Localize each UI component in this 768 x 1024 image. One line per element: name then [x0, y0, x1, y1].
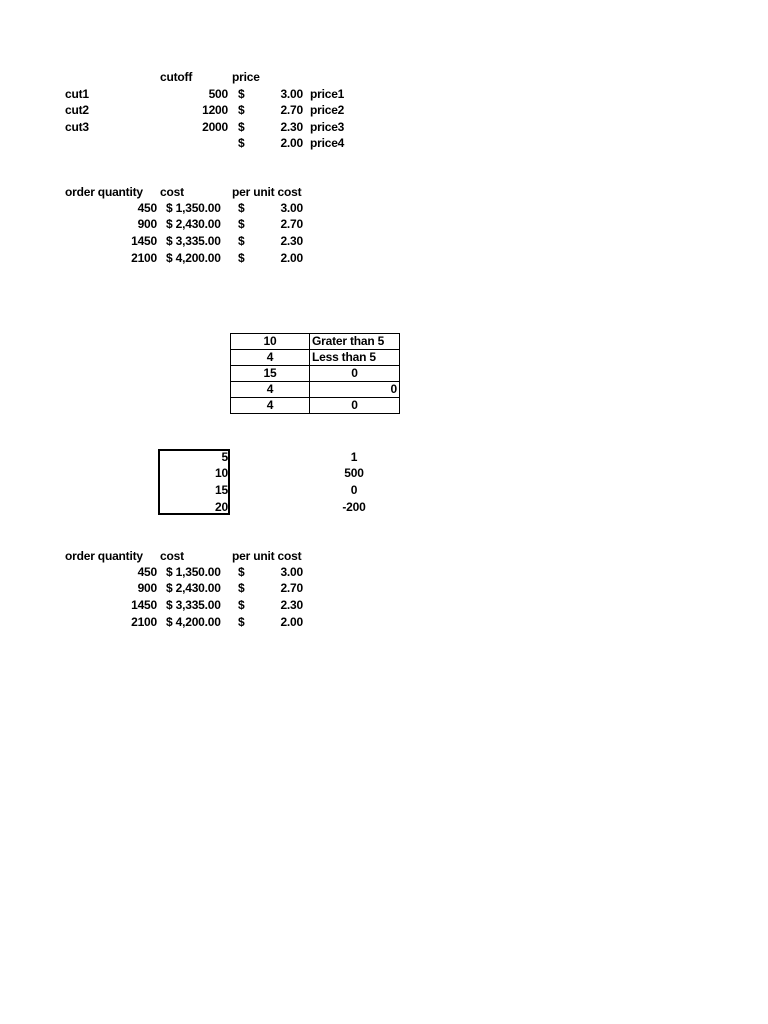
- unit-cost: 2.00: [280, 615, 303, 629]
- order-cost: $ 4,200.00: [166, 615, 221, 629]
- cutoff-header: cutoff: [160, 70, 193, 84]
- unit-cost: 2.30: [280, 598, 303, 612]
- box-value: 10: [215, 466, 228, 480]
- cost-header: cost: [160, 185, 184, 199]
- side-value: -200: [342, 500, 366, 514]
- order-quantity: 1450: [131, 234, 157, 248]
- order-quantity: 1450: [131, 598, 157, 612]
- order-quantity: 900: [137, 581, 157, 595]
- box-value: 20: [215, 500, 228, 514]
- cut-label: cut2: [65, 103, 89, 117]
- order-quantity-header: order quantity: [65, 185, 143, 199]
- side-value: 500: [344, 466, 364, 480]
- table-row: [231, 382, 400, 398]
- order-cost: $ 2,430.00: [166, 581, 221, 595]
- currency-sign: $: [238, 201, 245, 215]
- unit-cost: 3.00: [280, 201, 303, 215]
- price-name: price2: [310, 103, 345, 117]
- order-quantity: 450: [137, 201, 157, 215]
- currency-sign: $: [238, 565, 245, 579]
- order-quantity: 900: [137, 217, 157, 231]
- currency-sign: $: [238, 598, 245, 612]
- currency-sign: $: [238, 581, 245, 595]
- price-name: price4: [310, 136, 345, 150]
- side-value: 0: [350, 483, 358, 497]
- side-value: 1: [350, 450, 358, 464]
- grid-cell[interactable]: 15: [231, 366, 310, 382]
- grid-cell[interactable]: 0: [310, 366, 400, 382]
- price-value: 3.00: [280, 87, 303, 101]
- currency-sign: $: [238, 120, 245, 134]
- cut-label: cut1: [65, 87, 89, 101]
- grid-cell[interactable]: Grater than 5: [310, 334, 400, 350]
- order-quantity: 2100: [131, 615, 157, 629]
- order-quantity: 450: [137, 565, 157, 579]
- grid-cell[interactable]: Less than 5: [310, 350, 400, 366]
- cutoff-value: 2000: [202, 120, 228, 134]
- unit-cost: 2.70: [280, 217, 303, 231]
- price-value: 2.30: [280, 120, 303, 134]
- order-cost: $ 1,350.00: [166, 201, 221, 215]
- table-row: [231, 334, 400, 350]
- order-quantity-header: order quantity: [65, 549, 143, 563]
- unit-cost: 3.00: [280, 565, 303, 579]
- grid-cell[interactable]: 4: [231, 350, 310, 366]
- unit-cost-header: per unit cost: [232, 549, 302, 563]
- currency-sign: $: [238, 217, 245, 231]
- order-cost: $ 4,200.00: [166, 251, 221, 265]
- order-cost: $ 3,335.00: [166, 234, 221, 248]
- grid-cell[interactable]: 4: [231, 382, 310, 398]
- price-value: 2.70: [280, 103, 303, 117]
- unit-cost: 2.30: [280, 234, 303, 248]
- currency-sign: $: [238, 87, 245, 101]
- box-value: 15: [215, 483, 228, 497]
- box-value: 5: [221, 450, 228, 464]
- table-row: [231, 350, 400, 366]
- cost-header: cost: [160, 549, 184, 563]
- currency-sign: $: [238, 251, 245, 265]
- currency-sign: $: [238, 615, 245, 629]
- grid-cell[interactable]: 0: [310, 398, 400, 414]
- order-cost: $ 1,350.00: [166, 565, 221, 579]
- price-name: price1: [310, 87, 345, 101]
- price-header: price: [232, 70, 260, 84]
- unit-cost: 2.70: [280, 581, 303, 595]
- unit-cost-header: per unit cost: [232, 185, 302, 199]
- grid-cell[interactable]: 0: [310, 382, 400, 398]
- cut-label: cut3: [65, 120, 89, 134]
- order-quantity: 2100: [131, 251, 157, 265]
- grid-cell[interactable]: 10: [231, 334, 310, 350]
- currency-sign: $: [238, 136, 245, 150]
- order-cost: $ 2,430.00: [166, 217, 221, 231]
- table-row: [231, 366, 400, 382]
- grid-cell[interactable]: 4: [231, 398, 310, 414]
- table-row: [231, 398, 400, 414]
- price-name: price3: [310, 120, 345, 134]
- cutoff-value: 1200: [202, 103, 228, 117]
- currency-sign: $: [238, 103, 245, 117]
- unit-cost: 2.00: [280, 251, 303, 265]
- currency-sign: $: [238, 234, 245, 248]
- cutoff-value: 500: [208, 87, 228, 101]
- order-cost: $ 3,335.00: [166, 598, 221, 612]
- comparison-grid: [230, 333, 400, 414]
- price-value: 2.00: [280, 136, 303, 150]
